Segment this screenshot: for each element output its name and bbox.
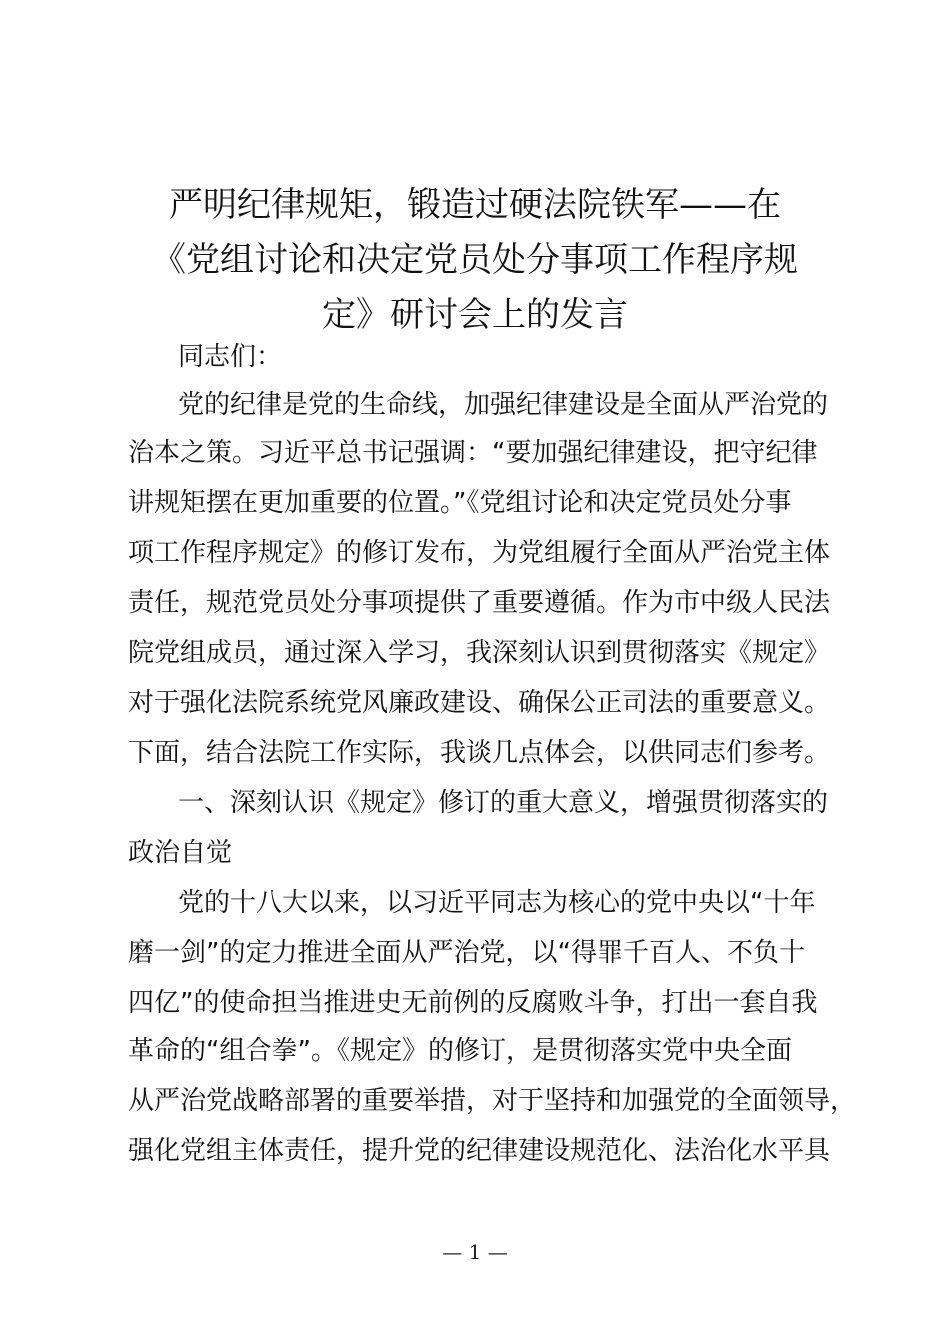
- paragraph-line: 磨一剑”的定力推进全面从严治党，以“得罪千百人、不负十: [128, 938, 805, 968]
- page-number: — 1 —: [442, 1240, 508, 1264]
- section-heading-line: 一、深刻认识《规定》修订的重大意义，增强贯彻落实的: [178, 788, 829, 818]
- paragraph-line: 院党组成员，通过深入学习，我深刻认识到贯彻落实《规定》: [128, 638, 831, 668]
- paragraph-line: 四亿”的使命担当推进史无前例的反腐败斗争，打出一套自我: [128, 988, 818, 1018]
- salutation: 同志们：: [178, 342, 283, 372]
- document-title: [120, 178, 830, 343]
- paragraph-line: 革命的“组合拳”。《规定》的修订，是贯彻落实党中央全面: [128, 1036, 792, 1066]
- title-line: 严明纪律规矩，锻造过硬法院铁军——在: [169, 185, 781, 225]
- section-heading-line: 政治自觉: [128, 838, 233, 868]
- paragraph-line: 党的十八大以来，以习近平同志为核心的党中央以“十年: [178, 888, 816, 918]
- paragraph-line: 讲规矩摆在更加重要的位置。”《党组讨论和决定党员处分事: [128, 488, 792, 518]
- paragraph-line: 下面，结合法院工作实际，我谈几点体会，以供同志们参考。: [128, 738, 831, 768]
- paragraph-line: 对于强化法院系统党风廉政建设、确保公正司法的重要意义。: [128, 688, 831, 718]
- paragraph-line: 责任，规范党员处分事项提供了重要遵循。作为市中级人民法: [128, 588, 831, 618]
- paragraph-line: 强化党组主体责任，提升党的纪律建设规范化、法治化水平具: [128, 1136, 831, 1166]
- paragraph-line: 治本之策。习近平总书记强调：“要加强纪律建设，把守纪律: [128, 438, 818, 468]
- title-line: 定》研讨会上的发言: [322, 295, 628, 335]
- paragraph-line: 项工作程序规定》的修订发布，为党组履行全面从严治党主体: [128, 538, 831, 568]
- paragraph-line: 党的纪律是党的生命线，加强纪律建设是全面从严治党的: [178, 390, 829, 420]
- title-line: 《党组讨论和决定党员处分事项工作程序规: [152, 240, 798, 280]
- paragraph-line: 从严治党战略部署的重要举措，对于坚持和加强党的全面领导，: [128, 1086, 857, 1116]
